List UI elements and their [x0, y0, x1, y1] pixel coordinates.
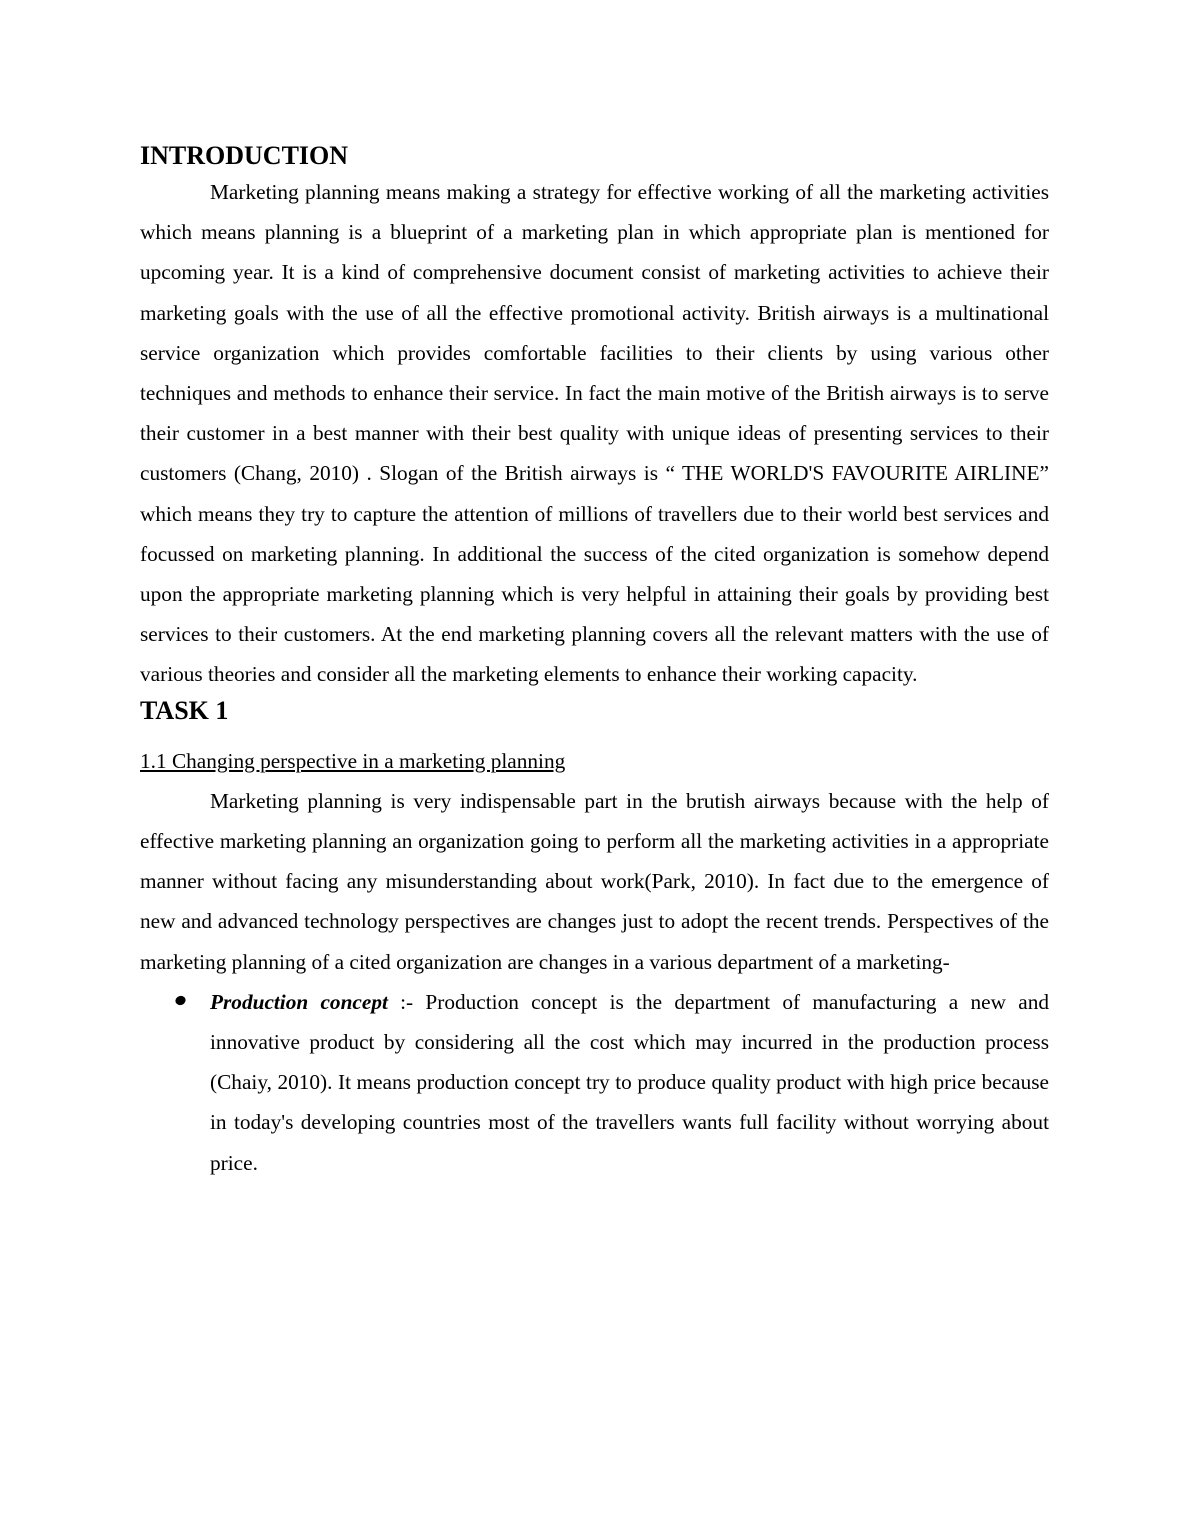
introduction-paragraph: Marketing planning means making a strategy for effective working of all the marketing activities which means planning is a blueprint of a marketing plan in which appropriate plan is mentioned for upcoming year. It is a kind of comprehensive document consist of marketing activities to achieve their marketing goals with the use of all the effective promotional activity. British airways is a multinational service organization which provides comfortable facilities to their clients by using various other techniques and methods to enhance their service. In fact the main motive of the British airways is to serve their customer in a best manner with their best quality with unique ideas of presenting services to their customers (Chang, 2010) . Slogan of the British airways is “ THE WORLD'S FAVOURITE AIRLINE” which means they try to capture the attention of millions of travellers due to their world best services and focussed on marketing planning. In additional the success of the cited organization is somehow depend upon the appropriate marketing planning which is very helpful in attaining their goals by providing best services to their customers. At the end marketing planning covers all the relevant matters with the use of various theories and consider all the marketing elements to enhance their working capacity. — [140, 180, 1049, 687]
bullet-text: :- Production concept is the department of manufacturing a new and innovative product by considering all the cost which may incurred in the production process (Chaiy, 2010). It means production concept try to produce quality product with high price because in today's developing countries most of the travellers wants full facility without worrying about price. — [210, 989, 1049, 1175]
bullet-list — [140, 982, 1049, 1183]
task1-heading: TASK 1 — [140, 695, 229, 725]
introduction-heading: INTRODUCTION — [140, 141, 349, 170]
bullet-term: Production concept — [210, 989, 388, 1014]
section-1-1-subheading: 1.1 Changing perspective in a marketing planning — [140, 748, 566, 773]
bullet-icon — [174, 994, 187, 1006]
list-item — [140, 982, 1049, 1183]
document-page — [140, 140, 1049, 1183]
task1-paragraph: Marketing planning is very indispensable part in the brutish airways because with the help of effective marketing planning an organization going to perform all the marketing activities in a appropriate manner without facing any misunderstanding about work(Park, 2010). In fact due to the emergence of new and advanced technology perspectives are changes just to adopt the recent trends. Perspectives of the marketing planning of a cited organization are changes in a various department of a marketing- — [140, 788, 1049, 974]
